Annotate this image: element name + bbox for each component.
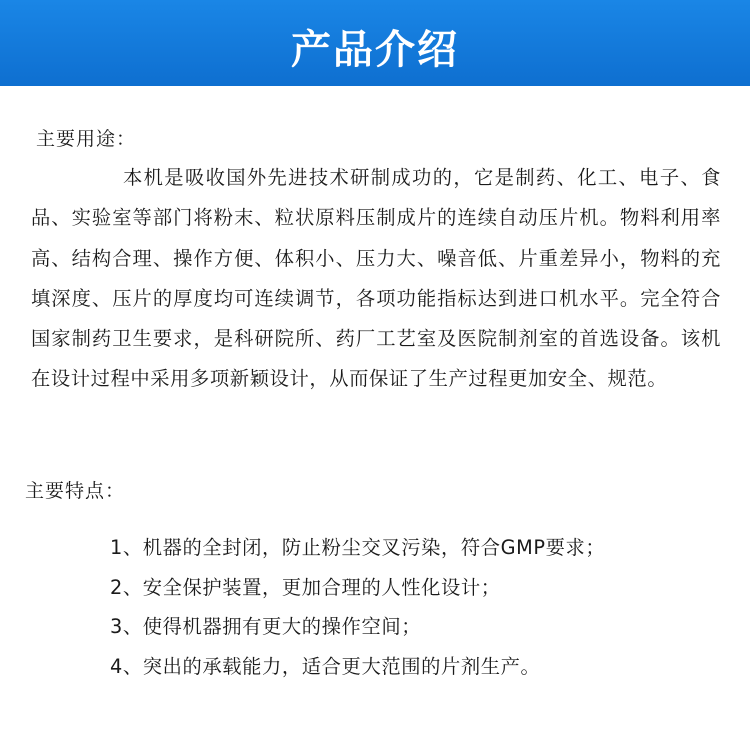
feature-item: 2、安全保护装置，更加合理的人性化设计；	[110, 575, 501, 599]
feature-item: 1、机器的全封闭，防止粉尘交叉污染，符合GMP要求；	[110, 536, 606, 559]
features-list	[110, 528, 605, 686]
usage-heading: 主要用途：	[36, 128, 137, 150]
feature-item: 4、突出的承载能力，适合更大范围的片剂生产。	[110, 654, 541, 678]
usage-paragraph: 本机是吸收国外先进技术研制成功的，它是制药、化工、电子、食品、实验室等部门将粉末、粒状原料压制成片的连续自动压片机。物料利用率高、结构合理、操作方便、体积小、压力大、噪音低、片重差异小，物料的充填深度、压片的厚度均可连续调节，各项功能指标达到进口机水平。完全符合国家制药卫生要求，是科研院所、药厂工艺室及医院制剂室的首选设备。该机在设计过程中采用多项新颖设计，从而保证了生产过程更加安全、规范。	[31, 166, 721, 391]
page-title: 产品介绍	[291, 26, 459, 73]
title-banner	[0, 0, 750, 86]
features-heading: 主要特点：	[25, 480, 126, 502]
feature-item: 3、使得机器拥有更大的操作空间；	[110, 615, 422, 638]
